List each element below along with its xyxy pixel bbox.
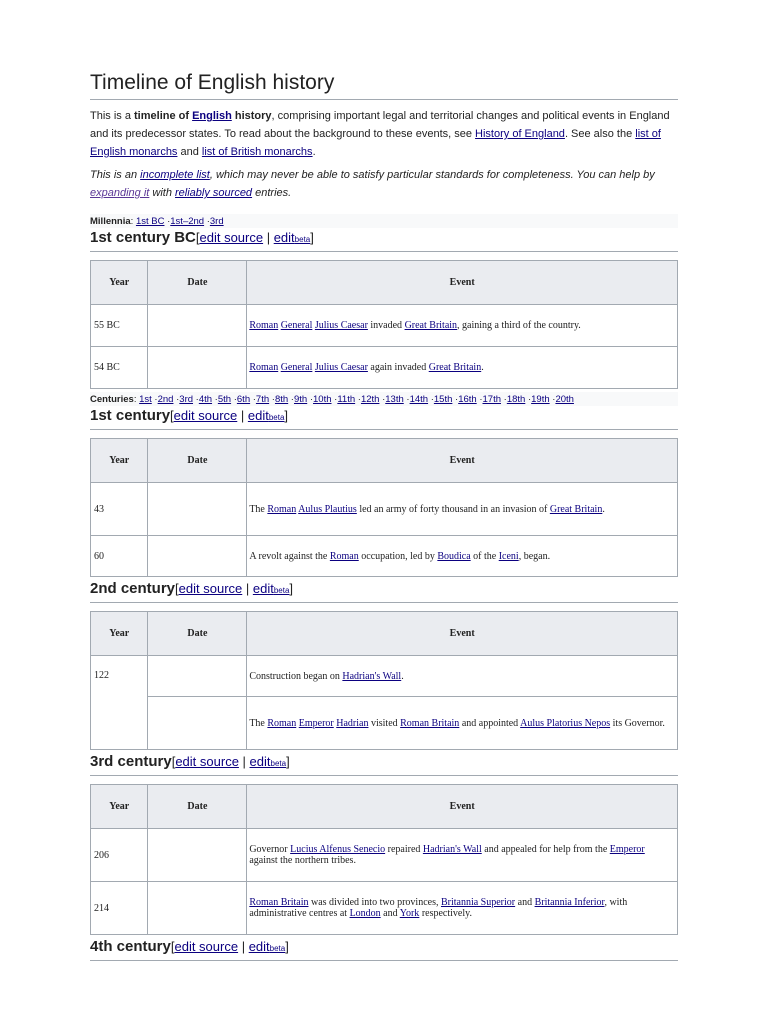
link-english[interactable]: English [192,110,232,122]
edit-label: edit [252,581,274,596]
link-britannia-inferior[interactable]: Britannia Inferior [534,897,605,908]
section-heading [90,229,678,252]
link-boudica[interactable]: Boudica [437,550,471,562]
link-great-britain[interactable]: Great Britain [428,362,482,373]
table-header-row [91,261,678,305]
event-cell [247,483,678,536]
date-cell [148,483,247,536]
link-emperor[interactable]: Emperor [298,717,334,729]
link-incomplete-list[interactable]: incomplete list [140,169,210,181]
column-header-year[interactable]: Year [91,612,148,656]
page-title: Timeline of English history [90,70,678,100]
edit-separator: | [238,754,250,769]
centuries-nav-label: Centuries [90,394,134,405]
link-hadrian-s-wall[interactable]: Hadrian's Wall [342,670,402,682]
edit-beta-link[interactable] [274,230,311,245]
event-cell [247,305,678,347]
centuries-nav: Centuries: 1st ·2nd ·3rd ·4th ·5th ·6th ·7th ·8th ·9th ·10th ·11th ·12th ·13th ·14th ·15th ·16th ·17th ·18th ·19th ·20th [90,392,678,406]
beta-label: beta [270,759,287,768]
timeline-table [90,611,678,750]
edit-separator: | [237,408,248,423]
edit-links: [edit source | editbeta] [170,939,289,954]
timeline-content [90,214,678,961]
centuries-nav-link[interactable]: 17th [482,394,501,405]
notice-text: , which may never be able to satisfy particular standards for completeness. You can help by [209,169,655,181]
event-text: . [602,503,605,515]
year-cell: 55 BC [91,305,148,347]
event-text: and appealed for help from the [481,844,610,855]
link-julius-caesar[interactable]: Julius Caesar [314,362,368,373]
table-row [91,483,678,536]
section-heading [90,938,678,961]
event-text: Construction began on [249,670,343,682]
edit-source-link[interactable]: edit source [173,408,238,423]
event-text: led an army of forty thousand in an invasion of [356,503,550,515]
link-roman[interactable]: Roman [267,717,297,729]
year-cell: 54 BC [91,347,148,389]
event-text: The [249,503,268,515]
event-text: , gaining a third of the country. [457,320,581,331]
centuries-nav-link[interactable]: 12th [360,394,380,405]
event-text: against the northern tribes. [249,855,356,866]
date-cell [148,305,247,347]
event-text: respectively. [419,908,472,919]
column-header-date[interactable]: Date [148,261,247,305]
event-text: . [401,670,404,682]
event-text: Governor [249,844,291,855]
edit-label: edit [248,939,270,954]
centuries-nav-link[interactable]: 15th [433,394,453,405]
event-text: . [481,362,484,373]
section-title: 1st century BC [90,229,196,246]
centuries-nav-link[interactable]: 2nd [157,394,174,405]
intro-text: This is a [90,110,135,122]
edit-label: edit [249,754,271,769]
link-emperor[interactable]: Emperor [609,844,645,855]
section-title: 1st century [90,407,171,424]
table-row [91,882,678,935]
event-text: and [515,897,535,908]
edit-beta-link[interactable] [248,408,285,423]
beta-label: beta [269,944,286,953]
centuries-nav-link[interactable]: 10th [313,394,332,405]
year-cell: 43 [91,483,148,536]
event-text: and [380,908,400,919]
millennia-nav-label: Millennia [90,216,131,227]
centuries-nav-link[interactable]: 4th [198,394,213,405]
edit-separator: | [238,939,249,954]
column-header-date[interactable]: Date [148,612,247,656]
event-text: visited [368,717,401,729]
link-expanding-it[interactable]: expanding it [90,187,150,199]
column-header-year[interactable]: Year [91,261,148,305]
link-general[interactable]: General [280,362,313,373]
intro-text: . See also the [564,128,636,140]
centuries-nav-link[interactable]: 3rd [179,394,194,405]
centuries-nav-link[interactable]: 18th [506,394,526,405]
beta-label: beta [294,235,311,244]
edit-source-link[interactable]: edit source [199,230,264,245]
column-header-event[interactable]: Event [247,261,678,305]
link-list-of-english-monarchs[interactable]: list of English monarchs [90,128,661,158]
notice-text: This is an [90,169,141,181]
year-cell: 122 [91,656,148,750]
event-text: , with administrative centres at [249,897,628,919]
section-title: 3rd century [90,753,172,770]
event-text: A revolt against the [249,550,330,562]
year-cell: 206 [91,829,148,882]
centuries-nav-link[interactable]: 16th [458,394,477,405]
edit-links: [edit source | editbeta] [195,230,314,245]
column-header-year[interactable]: Year [91,439,148,483]
event-text: occupation, led by [358,550,438,562]
centuries-nav-link[interactable]: 13th [385,394,404,405]
centuries-nav-link[interactable]: 19th [531,394,550,405]
column-header-date[interactable]: Date [148,785,247,829]
link-roman[interactable]: Roman [267,503,297,515]
intro-paragraph [90,107,678,161]
link-london[interactable]: London [349,908,381,919]
article [90,70,678,969]
intro-text: . [312,146,316,158]
edit-source-link[interactable]: edit source [178,581,243,596]
millennia-nav-link[interactable]: 1st BC [135,216,165,227]
centuries-nav-link[interactable]: 8th [274,394,289,405]
link-julius-caesar[interactable]: Julius Caesar [314,320,368,331]
incomplete-list-notice [90,166,678,202]
notice-text: with [149,187,176,199]
section-heading [90,407,678,430]
date-cell [148,656,247,697]
date-cell [148,829,247,882]
event-text: and appointed [459,717,521,729]
event-cell [247,347,678,389]
centuries-nav-link[interactable]: 5th [217,394,232,405]
event-text: repaired [385,844,423,855]
link-list-of-british-monarchs[interactable]: list of British monarchs [201,146,313,158]
table-row [91,697,678,750]
column-header-date[interactable]: Date [148,439,247,483]
link-lucius-alfenus-senecio[interactable]: Lucius Alfenus Senecio [290,844,386,855]
link-roman-britain[interactable]: Roman Britain [249,897,309,908]
link-history-of-england[interactable]: History of England [475,128,565,140]
millennia-nav: Millennia: 1st BC ·1st–2nd ·3rd [90,214,678,228]
centuries-nav-link[interactable]: 11th [337,394,356,405]
date-cell [148,347,247,389]
link-aulus-plautius[interactable]: Aulus Plautius [298,503,357,515]
link-iceni[interactable]: Iceni [498,550,519,562]
link-york[interactable]: York [399,908,420,919]
event-cell [247,697,678,750]
edit-beta-link[interactable] [249,939,286,954]
section-heading [90,580,678,603]
intro-text: , comprising important legal and territorial changes and political events in England and its predecessor states. To read about the background to these events, see [90,110,670,140]
link-roman[interactable]: Roman [329,550,359,562]
table-row [91,829,678,882]
centuries-nav-link[interactable]: 20th [555,394,574,405]
event-text: was divided into two provinces, [308,897,441,908]
event-cell [247,882,678,935]
timeline-table [90,260,678,389]
edit-label: edit [273,230,295,245]
event-cell [247,829,678,882]
centuries-nav-link[interactable]: 14th [409,394,429,405]
event-cell [247,536,678,577]
column-header-event[interactable]: Event [247,439,678,483]
link-hadrian[interactable]: Hadrian [336,717,369,729]
column-header-event[interactable]: Event [247,785,678,829]
date-cell [148,697,247,750]
column-header-event[interactable]: Event [247,612,678,656]
table-header-row [91,785,678,829]
link-reliably-sourced[interactable]: reliably sourced [175,187,253,199]
event-text: invaded [367,320,405,331]
edit-separator: | [242,581,253,596]
link-general[interactable]: General [280,320,313,331]
millennia-nav-link[interactable]: 3rd [209,216,224,227]
table-row [91,347,678,389]
centuries-nav-link[interactable]: 1st [139,394,152,405]
centuries-nav-link[interactable]: 9th [293,394,308,405]
column-header-year[interactable]: Year [91,785,148,829]
timeline-table [90,438,678,577]
table-row [91,536,678,577]
centuries-nav-link[interactable]: 6th [236,394,251,405]
section-title: 2nd century [90,580,176,597]
link-roman[interactable]: Roman [249,362,279,373]
millennia-nav-link[interactable]: 1st–2nd [170,216,205,227]
link-roman-britain[interactable]: Roman Britain [400,717,460,729]
section-title: 4th century [90,938,171,955]
intro-text: and [177,146,202,158]
intro-bold: timeline of [134,110,193,122]
edit-links: [edit source | editbeta] [170,408,289,423]
link-great-britain[interactable]: Great Britain [404,320,458,331]
link-hadrian-s-wall[interactable]: Hadrian's Wall [422,844,482,855]
link-aulus-platorius-nepos[interactable]: Aulus Platorius Nepos [520,717,611,729]
edit-label: edit [247,408,269,423]
section-heading [90,753,678,776]
edit-source-link[interactable]: edit source [174,939,239,954]
edit-beta-link[interactable] [250,754,287,769]
beta-label: beta [268,413,285,422]
table-row [91,656,678,697]
intro-bold: history [231,110,272,122]
event-text: , began. [518,550,551,562]
event-cell [247,656,678,697]
centuries-nav-link[interactable]: 7th [255,394,270,405]
date-cell [148,882,247,935]
link-roman[interactable]: Roman [249,320,279,331]
edit-source-link[interactable]: edit source [175,754,239,769]
date-cell [148,536,247,577]
year-cell: 214 [91,882,148,935]
event-text: its Governor. [610,717,665,729]
beta-label: beta [273,586,290,595]
table-row [91,305,678,347]
link-great-britain[interactable]: Great Britain [549,503,603,515]
edit-links: [edit source | editbeta] [175,581,294,596]
event-text: of the [470,550,499,562]
timeline-table [90,784,678,935]
event-text: again invaded [367,362,429,373]
link-britannia-superior[interactable]: Britannia Superior [440,897,516,908]
edit-links: [edit source | editbeta] [171,754,290,769]
event-text: The [249,717,268,729]
year-cell: 60 [91,536,148,577]
edit-beta-link[interactable] [253,581,290,596]
table-header-row [91,612,678,656]
notice-text: entries. [252,187,292,199]
edit-separator: | [263,230,274,245]
table-header-row [91,439,678,483]
